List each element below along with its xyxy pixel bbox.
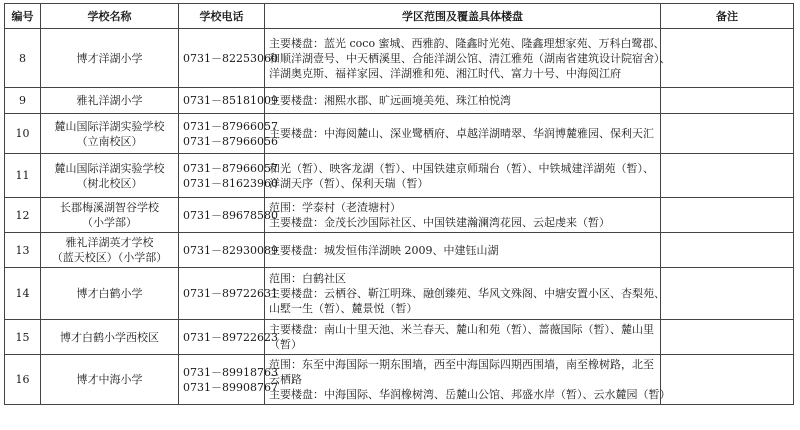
school-name <box>41 154 179 198</box>
row-number: 14 <box>5 268 41 320</box>
scope-line: 主要楼盘：南山十里天池、米兰春天、麓山和苑（暂）、蔷薇国际（暂）、麓山里 <box>269 323 654 336</box>
header-school: 学校名称 <box>41 4 179 29</box>
school-name-line: 博才洋湖小学 <box>76 51 143 65</box>
school-phone <box>179 320 278 355</box>
scope-line: 范围：东至中海国际一期东围墙，西至中海国际四期西围墙，南至橡树路，北至 <box>269 358 654 371</box>
note-cell <box>661 154 794 198</box>
school-phone <box>179 233 278 268</box>
school-name-line: 麓山国际洋湖实验学校 <box>54 161 165 175</box>
row-number: 16 <box>5 355 41 405</box>
scope-line: 主要楼盘：中海阅麓山、深业鹭栖府、卓越洋湖晴翠、华润博麓雅园、保利天汇 <box>269 127 654 140</box>
school-name <box>41 268 179 320</box>
school-phone <box>179 355 278 405</box>
row-number: 9 <box>5 88 41 114</box>
school-name-line: 博才白鹤小学 <box>76 287 143 300</box>
school-phone <box>179 114 278 154</box>
scope-line: 洋湖天序（暂）、保利天瑞（暂） <box>269 176 429 190</box>
school-name <box>41 88 179 114</box>
scope-line: 主要楼盘：金茂长沙国际社区、中国铁建瀚澜湾花园、云起虔来（暂） <box>269 216 610 229</box>
school-name-line: （立南校区） <box>76 134 143 148</box>
school-phone <box>179 29 278 88</box>
phone-number: 0731－87966056 <box>183 134 278 148</box>
school-district-table <box>4 3 794 405</box>
phone-number: 0731－81623960 <box>183 176 278 190</box>
scope-line: 和顺洋湖壹号、中天栖溪里、合能洋湖公馆、清江雅苑（湖南省建筑设计院宿舍）、 <box>269 51 671 65</box>
phone-number: 0731－82253060 <box>183 51 278 65</box>
table-row <box>5 198 794 233</box>
school-phone <box>179 268 278 320</box>
row-number: 12 <box>5 198 41 233</box>
district-scope <box>265 88 661 114</box>
phone-number: 0731－89678580 <box>183 208 278 222</box>
note-cell <box>661 233 794 268</box>
scope-line: 范围：学泰村（老渣塘村） <box>269 201 401 214</box>
table-row <box>5 233 794 268</box>
header-note: 备注 <box>661 4 794 29</box>
row-number: 13 <box>5 233 41 268</box>
school-name-line: 博才中海小学 <box>76 373 143 386</box>
note-cell <box>661 29 794 88</box>
table-row <box>5 154 794 198</box>
school-name <box>41 198 179 233</box>
district-scope <box>265 355 671 405</box>
school-phone <box>179 154 278 198</box>
scope-line: 云栖路 <box>269 373 302 386</box>
header-row <box>5 4 794 29</box>
row-number: 8 <box>5 29 41 88</box>
note-cell <box>661 198 794 233</box>
phone-number: 0731－89908767 <box>183 380 278 394</box>
district-scope <box>265 268 665 320</box>
school-name-line: 长郡梅溪湖智谷学校 <box>60 201 159 214</box>
table-row <box>5 355 794 405</box>
school-name-line: 麓山国际洋湖实验学校 <box>54 119 165 133</box>
scope-line: 和光（暂）、映客龙湖（暂）、中国铁建京师瑞台（暂）、中铁城建洋湖苑（暂）、 <box>269 161 654 175</box>
school-name-line: 博才白鹤小学西校区 <box>60 330 159 344</box>
phone-number: 0731－89722631 <box>183 287 278 300</box>
district-scope <box>265 198 661 233</box>
district-scope <box>265 154 661 198</box>
scope-line: 主要楼盘：城发恒伟洋湖映 2009、中建钰山湖 <box>269 243 499 257</box>
scope-line: 山墅一生（暂）、麓景悦（暂） <box>269 302 418 315</box>
school-name <box>41 114 179 154</box>
school-name-line: 雅礼洋湖小学 <box>76 94 143 107</box>
scope-line: 主要楼盘：蓝光 coco 蜜城、西雅韵、隆鑫时光苑、隆鑫理想家苑、万科白鹭郡、 <box>269 36 665 50</box>
note-cell <box>661 268 794 320</box>
school-phone <box>179 198 278 233</box>
table-row <box>5 29 794 88</box>
header-no: 编号 <box>5 4 41 29</box>
district-scope <box>265 114 661 154</box>
row-number: 11 <box>5 154 41 198</box>
school-name <box>41 320 179 355</box>
table-row <box>5 114 794 154</box>
school-name <box>41 29 179 88</box>
table-body <box>5 29 794 405</box>
school-phone <box>179 88 278 114</box>
school-name-line: 雅礼洋湖英才学校 <box>65 236 154 249</box>
district-scope <box>265 320 661 355</box>
school-name-line: （小学部） <box>82 216 137 229</box>
district-scope <box>265 29 671 88</box>
header-scope: 学区范围及覆盖具体楼盘 <box>265 4 661 29</box>
school-name-line: （树北校区） <box>76 176 143 190</box>
phone-number: 0731－89918763 <box>183 365 278 379</box>
phone-number: 0731－87966057 <box>183 161 278 175</box>
phone-number: 0731－87966057 <box>183 119 278 133</box>
scope-line: （暂） <box>269 338 302 351</box>
note-cell <box>661 114 794 154</box>
scope-line: 主要楼盘：湘熙水郡、旷远画境美苑、珠江柏悦湾 <box>269 94 511 107</box>
district-scope <box>265 233 661 268</box>
row-number: 15 <box>5 320 41 355</box>
phone-number: 0731－82930089 <box>183 243 278 257</box>
school-name-line: （蓝天校区）（小学部） <box>51 251 168 264</box>
phone-number: 0731－89722623 <box>183 330 278 344</box>
phone-number: 0731－85181009 <box>183 94 278 107</box>
note-cell <box>661 355 794 405</box>
scope-line: 洋湖奥克斯、福祥家园、洋湖雅和苑、湘江时代、富力十号、中海阅江府 <box>269 66 621 80</box>
note-cell <box>661 320 794 355</box>
table-row <box>5 88 794 114</box>
scope-line: 主要楼盘：中海国际、华润橡树湾、岳麓山公馆、邦盛水岸（暂）、云水麓园（暂） <box>269 388 671 401</box>
school-name <box>41 233 179 268</box>
table-row <box>5 320 794 355</box>
table-row <box>5 268 794 320</box>
scope-line: 范围：白鹤社区 <box>269 272 346 285</box>
row-number: 10 <box>5 114 41 154</box>
school-name <box>41 355 179 405</box>
scope-line: 主要楼盘：云栖谷、靳江明珠、融创臻苑、华风文殊阁、中塘安置小区、杏梨苑、 <box>269 287 665 300</box>
header-phone: 学校电话 <box>179 4 265 29</box>
note-cell <box>661 88 794 114</box>
